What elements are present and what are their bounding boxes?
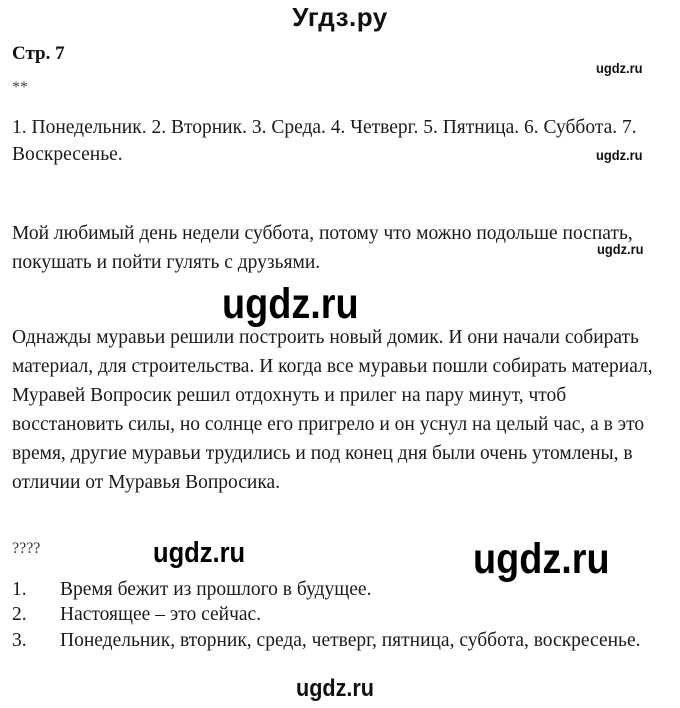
story-line: материал, для строительства. И когда все муравьи пошли собирать материал, bbox=[12, 356, 653, 377]
site-title: Угдз.ру bbox=[292, 2, 388, 32]
watermark-large: ugdz.ru bbox=[473, 535, 610, 583]
story-line: Муравей Вопросик решил отдохнуть и прилег на пару минут, чтоб bbox=[12, 385, 567, 406]
section-marker: ???? bbox=[12, 540, 41, 557]
list-item: Настоящее – это сейчас. bbox=[60, 604, 262, 625]
watermark-bottom: ugdz.ru bbox=[296, 675, 374, 702]
days-line-2: Воскресенье. bbox=[12, 144, 123, 165]
story-line: отличии от Муравья Вопросика. bbox=[12, 472, 281, 493]
story-line: восстановить силы, но солнце его пригрело и он уснул на целый час, а в это bbox=[12, 414, 645, 435]
list-number: 2. bbox=[12, 604, 27, 625]
page-heading: Стр. 7 bbox=[12, 43, 65, 64]
story-line: Однажды муравьи решили построить новый домик. И они начали собирать bbox=[12, 327, 639, 348]
watermark-medium: ugdz.ru bbox=[153, 537, 246, 569]
paragraph-line: покушать и пойти гулять с друзьями. bbox=[12, 252, 321, 273]
watermark-small: ugdz.ru bbox=[596, 147, 643, 163]
story-line: время, другие муравьи трудились и под конец дня были очень утомлены, в bbox=[12, 443, 633, 464]
section-marker: ** bbox=[12, 79, 28, 96]
list-number: 1. bbox=[12, 579, 27, 600]
watermark-large: ugdz.ru bbox=[222, 280, 359, 328]
list-number: 3. bbox=[12, 630, 27, 651]
paragraph-line: Мой любимый день недели суббота, потому что можно подольше поспать, bbox=[12, 223, 633, 244]
list-item: Понедельник, вторник, среда, четверг, пятница, суббота, воскресенье. bbox=[60, 630, 641, 651]
watermark-small: ugdz.ru bbox=[596, 60, 643, 76]
watermark-small: ugdz.ru bbox=[597, 241, 644, 257]
list-item: Время бежит из прошлого в будущее. bbox=[60, 579, 372, 600]
days-line-1: 1. Понедельник. 2. Вторник. 3. Среда. 4. Четверг. 5. Пятница. 6. Суббота. 7. bbox=[12, 117, 637, 138]
